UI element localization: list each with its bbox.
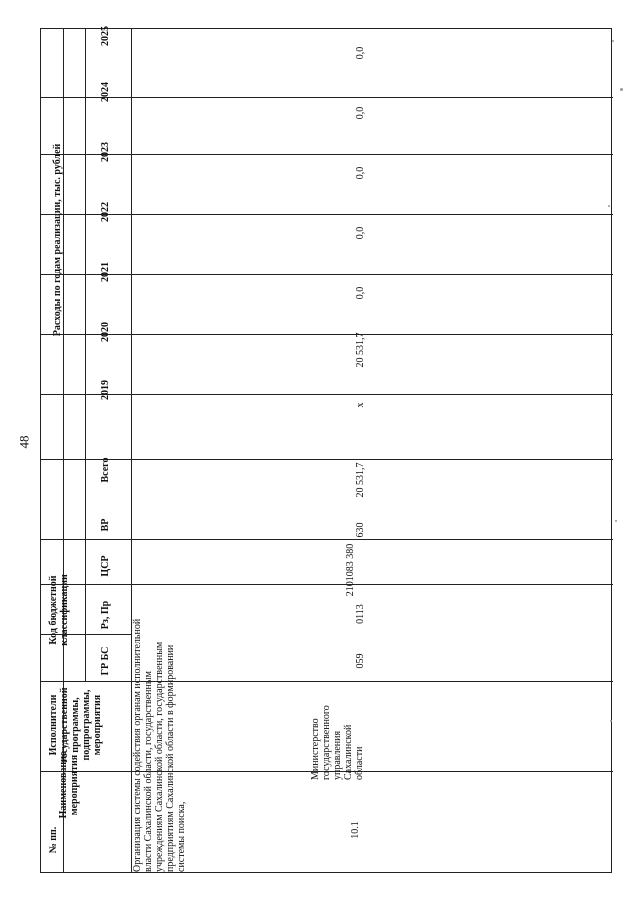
row-value-2019: x: [355, 402, 366, 408]
header-year-2020: 2020: [100, 322, 111, 342]
header-no: № пп.: [48, 826, 59, 854]
divider: [41, 214, 613, 215]
header-name: Наименование мероприятия: [58, 751, 80, 819]
row-value-2022: 0,0: [355, 226, 366, 240]
header-year-2025: 2025: [100, 26, 111, 46]
header-csr: ЦСР: [100, 555, 111, 577]
header-year-2024: 2024: [100, 82, 111, 102]
divider: [41, 334, 613, 335]
header-total: Всего: [100, 457, 111, 483]
page-number: 48: [16, 435, 32, 449]
header-year-2022: 2022: [100, 202, 111, 222]
divider: [85, 539, 86, 681]
scan-speck: [620, 88, 623, 91]
row-vr: 630: [355, 522, 366, 538]
divider: [41, 681, 613, 682]
divider: [41, 584, 613, 585]
header-year-2023: 2023: [100, 142, 111, 162]
row-value-2021: 0,0: [355, 286, 366, 300]
scan-speck: [615, 520, 617, 522]
row-total: 20 531,7: [355, 462, 366, 498]
row-executor: Министерство государственного управления Сахалинской области: [310, 705, 365, 780]
row-value-2023: 0,0: [355, 166, 366, 180]
row-rzpr: 0113: [355, 604, 366, 624]
header-expenses: Расходы по годам реализации, тыс. рублей: [52, 143, 63, 337]
divider: [85, 29, 86, 539]
header-vr: ВР: [100, 518, 111, 532]
divider: [41, 274, 613, 275]
header-budget-code: Код бюджетной классификации: [48, 574, 70, 646]
header-rzpr: Рз, Пр: [100, 600, 111, 630]
scan-speck: [612, 40, 614, 42]
row-value-2020: 20 531,7: [355, 332, 366, 368]
row-number: 10.1: [350, 821, 361, 839]
divider: [41, 459, 613, 460]
row-csr: 2101083 380: [345, 543, 356, 597]
scan-speck: [608, 205, 610, 207]
row-value-2025: 0,0: [355, 46, 366, 60]
row-grbs: 059: [355, 653, 366, 669]
divider: [41, 97, 613, 98]
divider: [41, 539, 613, 540]
header-year-2019: 2019: [100, 380, 111, 400]
divider: [41, 394, 613, 395]
divider: [41, 154, 613, 155]
header-executor: Исполнители государственной программы, подпрограммы, мероприятия: [48, 687, 103, 763]
row-name: Организация системы содействия органам исполнительной власти Сахалинской области, государственным учреждениям Сахалинской области, государственным предприятиям Сахалинской области в формировании системы поиска,: [132, 618, 187, 872]
scan-speck: [610, 720, 612, 722]
header-grbs: ГР БС: [100, 646, 111, 676]
header-year-2021: 2021: [100, 262, 111, 282]
row-value-2024: 0,0: [355, 106, 366, 120]
